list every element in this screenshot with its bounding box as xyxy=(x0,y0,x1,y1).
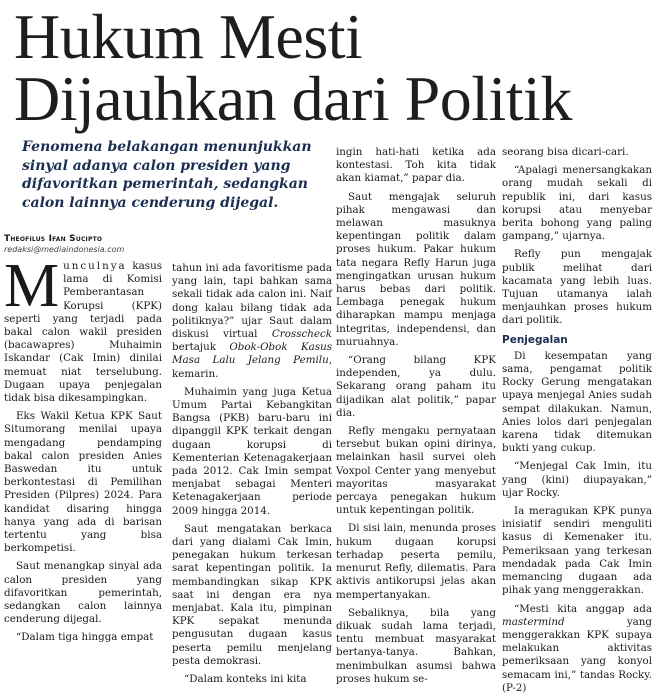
paragraph-text: kasus lama di Komisi Pemberantasan Korupsi (KPK) seperti yang terjadi pada bakal calon wakil presiden (bacawapres) Muhaimin Iskandar (Cak Imin) dinilai memuat niat terselubung. Dugaan upaya penjegalan tidak bisa dikesampingkan. xyxy=(4,260,162,405)
paragraph: Eks Wakil Ketua KPK Saut Situmorang menilai upaya mengadang pendamping bakal calon presiden Anies Baswedan itu untuk berkontestasi di Pemilihan Presiden (Pilpres) 2024. Para kandidat disaring hingga hanya yang ada di barisan tertentu yang bisa berkompetisi. xyxy=(4,410,162,555)
paragraph: “Orang bilang KPK independen, ya dulu. Sekarang orang paham itu dijadikan alat politik,” papar dia. xyxy=(336,354,496,419)
paragraph: Di kesempatan yang sama, pengamat politik Rocky Gerung mengatakan upaya menjegal Anies sudah sempat dilakukan. Namun, Anies lolos dari penjegalan karena tidak ditemukan bukti yang cukup. xyxy=(502,349,652,455)
paragraph xyxy=(4,252,162,405)
paragraph-text: “Mesti kita anggap ada xyxy=(514,602,652,615)
paragraph: Saut mengatakan berkaca dari yang dialami Cak Imin, penegakan hukum terkesan sarat kepentingan politik. Ia membandingkan sikap KPK saat ini dengan era nya menjabat. Kala itu, pimpinan KPK sepakat menunda pengusutan dugaan kasus peserta pemilu menjelang pesta demokrasi. xyxy=(172,522,332,667)
paragraph xyxy=(502,603,652,695)
paragraph-text: bertajuk xyxy=(172,341,230,354)
paragraph: Saut mengajak seluruh pihak mengawasi dan melawan masuknya kepentingan politik dalam proses hukum. Pakar hukum tata negara Refly Harun juga mengingatkan urusan hukum harus bebas dari politik. Lembaga penegak hukum diharapkan mampu menjaga integritas, independensi, dan muruahnya. xyxy=(336,190,496,348)
paragraph: “Menjegal Cak Imin, itu yang (kini) diupayakan,” ujar Rocky. xyxy=(502,460,652,499)
headline xyxy=(14,1,650,134)
subheading: Penjegalan xyxy=(502,333,568,346)
paragraph: Muhaimin yang juga Ketua Umum Partai Kebangkitan Bangsa (PKB) baru-baru ini dipanggil KPK terkait dengan dugaan korupsi di Kementerian Ketenagakerjaan pada 2012. Cak Imin sempat menjabat sebagai Menteri Ketenagakerjaan periode 2009 hingga 2014. xyxy=(172,385,332,517)
paragraph-text: tahun ini ada favoritisme pada yang lain, tapi bahkan sama sekali tidak ada calon ini. Naif dong kalau bilang tidak ada politiknya?” ujar Saut dalam diskusi virtual xyxy=(172,262,332,341)
article-column-2 xyxy=(172,262,332,691)
emphasis-term: mastermind xyxy=(502,615,565,628)
headline-line-2: Dijauhkan dari Politik xyxy=(14,63,572,134)
paragraph: seorang bisa dicari-cari. xyxy=(502,146,629,158)
program-name: Crosscheck xyxy=(271,328,332,341)
lead-paragraph: Fenomena belakangan menunjukkan sinyal adanya calon presiden yang difavoritkan pemerintah, sedangkan calon lainnya cenderung dijegal. xyxy=(22,139,312,211)
paragraph-text: yang menggerakkan KPK supaya melakukan aktivitas pemeriksaan yang konyol semacam ini,” tandas Rocky. (P-2) xyxy=(502,615,652,694)
discussion-title: Obok-Obok Kasus Masa Lalu Jelang Pemilu xyxy=(172,341,332,367)
paragraph: Di sisi lain, menunda proses hukum dugaan korupsi terhadap peserta pemilu, menurut Refly, dilematis. Para aktivis antikorupsi jelas akan mempertanyakan. xyxy=(336,522,496,601)
paragraph xyxy=(172,262,332,381)
paragraph: “Dalam tiga hingga empat xyxy=(16,631,154,644)
headline-line-1: Hukum Mesti xyxy=(14,1,363,72)
article-column-4 xyxy=(502,146,652,700)
author-email: redaksi@mediaindonesia.com xyxy=(4,245,125,254)
opening-caps: unculnya xyxy=(63,260,127,272)
drop-cap: M xyxy=(4,252,60,320)
article-column-3 xyxy=(336,146,496,691)
paragraph: Saut menangkap sinyal ada calon presiden yang difavoritkan pemerintah, sedangkan calon lainnya cenderung dijegal. xyxy=(4,560,162,626)
paragraph: ingin hati-hati ketika ada kontestasi. Toh kita tidak akan kiamat,” papar dia. xyxy=(336,146,496,185)
paragraph-text: , kemarin. xyxy=(172,354,332,380)
paragraph: Ia meragukan KPK punya inisiatif sendiri menguliti kasus di Kemenaker itu. Pemeriksaan yang terkesan mendadak pada Cak Imin memancing dugaan ada pihak yang menggerakkan. xyxy=(502,505,652,597)
paragraph: Refly pun mengajak publik melihat dari kacamata yang lebih luas. Tujuan utamanya ialah menjauhkan proses hukum dari politik. xyxy=(502,248,652,327)
author-name: Theofilus Ifan Sucipto xyxy=(4,234,103,244)
paragraph: Sebaliknya, bila yang dikuak sudah lama terjadi, tentu membuat masyarakat bertanya-tanya. Bahkan, menimbulkan asumsi bahwa proses hukum se- xyxy=(336,606,496,685)
paragraph: “Dalam konteks ini kita xyxy=(184,673,307,686)
article-column-1 xyxy=(4,252,162,650)
paragraph: “Apalagi menersangkakan orang mudah sekali di republik ini, dari kasus korupsi atau menyebar berita bohong yang paling gampang,” ujarnya. xyxy=(502,164,652,243)
paragraph: Refly mengaku pernyataan tersebut bukan opini dirinya, melainkan hasil survei oleh Voxpol Center yang menyebut mayoritas masyarakat percaya penegakan hukum untuk kepentingan politik. xyxy=(336,425,496,517)
